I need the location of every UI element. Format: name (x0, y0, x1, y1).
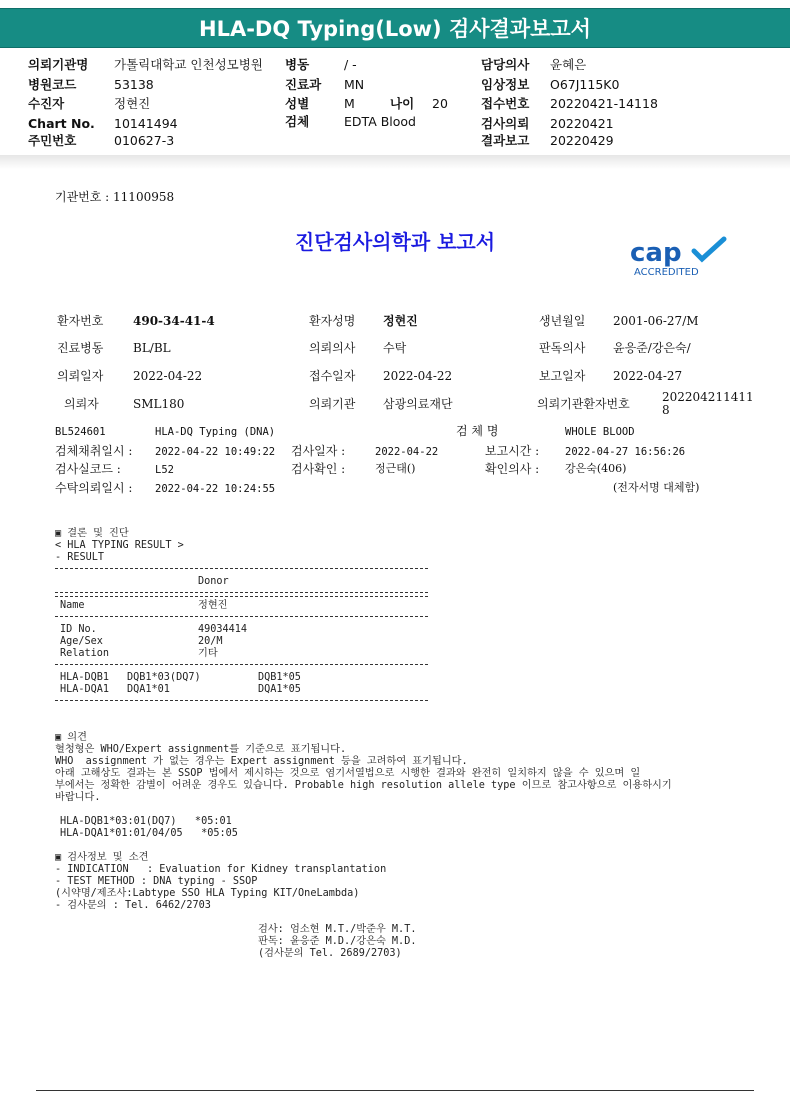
dqb1-allele-1: DQB1*03(DQ7) (127, 672, 201, 683)
label-req-inst: 의뢰기관 (309, 397, 356, 411)
value-specimen: EDTA Blood (344, 114, 416, 129)
report-title-bar: HLA-DQ Typing(Low) 검사결과보고서 (0, 8, 790, 48)
label-test-request: 검사의뢰 (481, 116, 530, 131)
relation-label: Relation (60, 648, 110, 659)
footer-line (36, 1090, 754, 1091)
value-req-inst-pid-line2: 8 (662, 403, 670, 417)
info-reagent: (시약명/제조사:Labtype SSO HLA Typing KIT/OneLambda) (55, 888, 360, 899)
dqb1-label: HLA-DQB1 (60, 672, 110, 683)
info-indication: - INDICATION : Evaluation for Kidney transplantation (55, 864, 387, 875)
label-dept: 진료과 (285, 77, 322, 92)
info-contact: - 검사문의 : Tel. 6462/2703 (55, 900, 211, 911)
value-collect: 2022-04-22 10:49:22 (155, 446, 276, 458)
label-sex: 성별 (285, 96, 310, 111)
label-age: 나이 (390, 96, 415, 111)
value-req-inst-pid-line1: 202204211411 (662, 390, 754, 404)
label-chart-no: Chart No. (28, 116, 95, 131)
value-requesting-org: 가톨릭대학교 인천성모병원 (114, 57, 263, 72)
label-name: 환자성명 (309, 314, 356, 328)
header-separator (0, 155, 790, 169)
donor-header: Donor (198, 576, 229, 587)
value-result-report: 20220429 (550, 133, 614, 148)
dqa1-label: HLA-DQA1 (60, 684, 110, 695)
institution-no: 기관번호 : 11100958 (55, 190, 175, 204)
label-requester: 의뢰자 (64, 397, 99, 411)
signature-testers: 검사: 엄소현 M.T./박준우 M.T. (258, 924, 417, 935)
label-read-doc: 판독의사 (539, 341, 586, 355)
label-outsource: 수탁의뢰일시 : (55, 481, 133, 495)
cap-accredited-logo (628, 235, 728, 279)
opinion-line-1: 혈청형은 WHO/Expert assignment를 기준으로 표기됩니다. (55, 744, 347, 755)
value-test-request: 20220421 (550, 116, 614, 131)
test-name: HLA-DQ Typing (DNA) (155, 426, 276, 438)
divider (55, 596, 428, 597)
label-resident-no: 주민번호 (28, 133, 77, 148)
label-recipient: 수진자 (28, 96, 65, 111)
dqa1-allele-1: DQA1*01 (127, 684, 170, 695)
label-rep-date: 보고일자 (539, 369, 586, 383)
label-req-doc: 의뢰의사 (309, 341, 356, 355)
label-pid: 환자번호 (57, 314, 104, 328)
relation-value: 기타 (198, 648, 218, 659)
cap-logo-subtext: ACCREDITED (634, 267, 699, 278)
value-test-date: 2022-04-22 (375, 446, 439, 458)
value-doctor: 윤혜은 (550, 57, 587, 72)
value-room: L52 (155, 464, 174, 476)
value-read-doc: 윤응준/강은숙/ (613, 341, 691, 355)
divider (55, 616, 428, 617)
test-code: BL524601 (55, 426, 106, 438)
signature-contact: (검사문의 Tel. 2689/2703) (258, 948, 402, 959)
label-result-report: 결과보고 (481, 133, 530, 148)
label-rec-date: 접수일자 (309, 369, 356, 383)
value-confirm: 정근태() (375, 462, 416, 475)
value-patient-ward: BL/BL (133, 341, 171, 355)
value-age: 20 (432, 96, 448, 111)
value-name: 정현진 (383, 314, 418, 328)
label-confirm-doc: 확인의사 : (485, 462, 540, 476)
label-dob: 생년월일 (539, 314, 586, 328)
opinion-line-2: WHO assignment 가 없는 경우는 Expert assignment 등을 고려하여 표기됩니다. (55, 756, 468, 767)
divider (55, 700, 428, 701)
value-req-inst: 삼광의료재단 (383, 397, 453, 411)
label-collect: 검체채취일시 : (55, 444, 133, 458)
label-requesting-org: 의뢰기관명 (28, 57, 89, 72)
value-outsource: 2022-04-22 10:24:55 (155, 483, 276, 495)
opinion-heading: ▣ 의견 (55, 732, 87, 743)
result-section-heading: ▣ 결론 및 진단 (55, 528, 129, 539)
agesex-value: 20/M (198, 636, 223, 647)
report-title: 진단검사의학과 보고서 (294, 230, 496, 254)
label-test-date: 검사일자 : (291, 444, 346, 458)
label-test-specimen: 검 체 명 (456, 424, 499, 438)
cap-logo-text: cap (630, 238, 682, 268)
label-clinical: 임상정보 (481, 77, 530, 92)
info-heading: ▣ 검사정보 및 소견 (55, 852, 149, 863)
label-hospital-code: 병원코드 (28, 77, 77, 92)
label-patient-ward: 진료병동 (57, 341, 104, 355)
result-subheading: < HLA TYPING RESULT > (55, 540, 184, 551)
divider (55, 592, 428, 593)
value-dob: 2001-06-27/M (613, 314, 699, 328)
opinion-line-4: 부에서는 정확한 감별이 어려운 경우도 있습니다. Probable high resolution allele type 이므로 참고사항으로 이용하시기 (55, 780, 672, 791)
opinion-line-5: 바랍니다. (55, 792, 101, 803)
label-receipt-no: 접수번호 (481, 96, 530, 111)
label-ward: 병동 (285, 57, 310, 72)
esign-note: (전자서명 대체함) (613, 481, 700, 494)
opinion-line-3: 아래 고해상도 결과는 본 SSOP 법에서 제시하는 것으로 염기서열법으로 시행한 결과와 완전히 일치하지 않을 수 있으며 일 (55, 768, 641, 779)
value-pid: 490-34-41-4 (133, 314, 215, 328)
value-dept: MN (344, 77, 365, 92)
value-sex: M (344, 96, 355, 111)
cap-check-icon (694, 239, 724, 259)
name-value: 정현진 (198, 600, 228, 611)
label-confirm: 검사확인 : (291, 462, 346, 476)
value-req-doc: 수탁 (383, 341, 407, 355)
value-test-specimen: WHOLE BLOOD (565, 426, 635, 438)
label-req-date: 의뢰일자 (57, 369, 104, 383)
value-hospital-code: 53138 (114, 77, 154, 92)
dqa1-allele-2: DQA1*05 (258, 684, 301, 695)
value-rep-date: 2022-04-27 (613, 369, 683, 383)
value-clinical: O67J115K0 (550, 77, 620, 92)
high-res-dqb1: HLA-DQB1*03:01(DQ7) *05:01 (60, 816, 232, 827)
label-report-time: 보고시간 : (485, 444, 540, 458)
name-label: Name (60, 600, 85, 611)
label-room: 검사실코드 : (55, 462, 121, 476)
value-req-date: 2022-04-22 (133, 369, 203, 383)
value-chart-no: 10141494 (114, 116, 178, 131)
info-method: - TEST METHOD : DNA typing - SSOP (55, 876, 258, 887)
dqb1-allele-2: DQB1*05 (258, 672, 301, 683)
id-value: 49034414 (198, 624, 248, 635)
value-recipient: 정현진 (114, 96, 151, 111)
value-resident-no: 010627-3 (114, 133, 175, 148)
agesex-label: Age/Sex (60, 636, 103, 647)
label-doctor: 담당의사 (481, 57, 530, 72)
label-specimen: 검체 (285, 114, 310, 129)
value-confirm-doc: 강은숙(406) (565, 462, 627, 475)
id-label: ID No. (60, 624, 97, 635)
high-res-dqa1: HLA-DQA1*01:01/04/05 *05:05 (60, 828, 238, 839)
result-label: - RESULT (55, 552, 105, 563)
value-requester: SML180 (133, 397, 185, 411)
label-req-inst-pid: 의뢰기관환자번호 (537, 397, 630, 411)
value-rec-date: 2022-04-22 (383, 369, 453, 383)
divider (55, 664, 428, 665)
value-report-time: 2022-04-27 16:56:26 (565, 446, 686, 458)
divider (55, 568, 428, 569)
signature-readers: 판독: 윤응준 M.D./강은숙 M.D. (258, 936, 417, 947)
value-ward: / - (344, 57, 357, 72)
value-receipt-no: 20220421-14118 (550, 96, 658, 111)
